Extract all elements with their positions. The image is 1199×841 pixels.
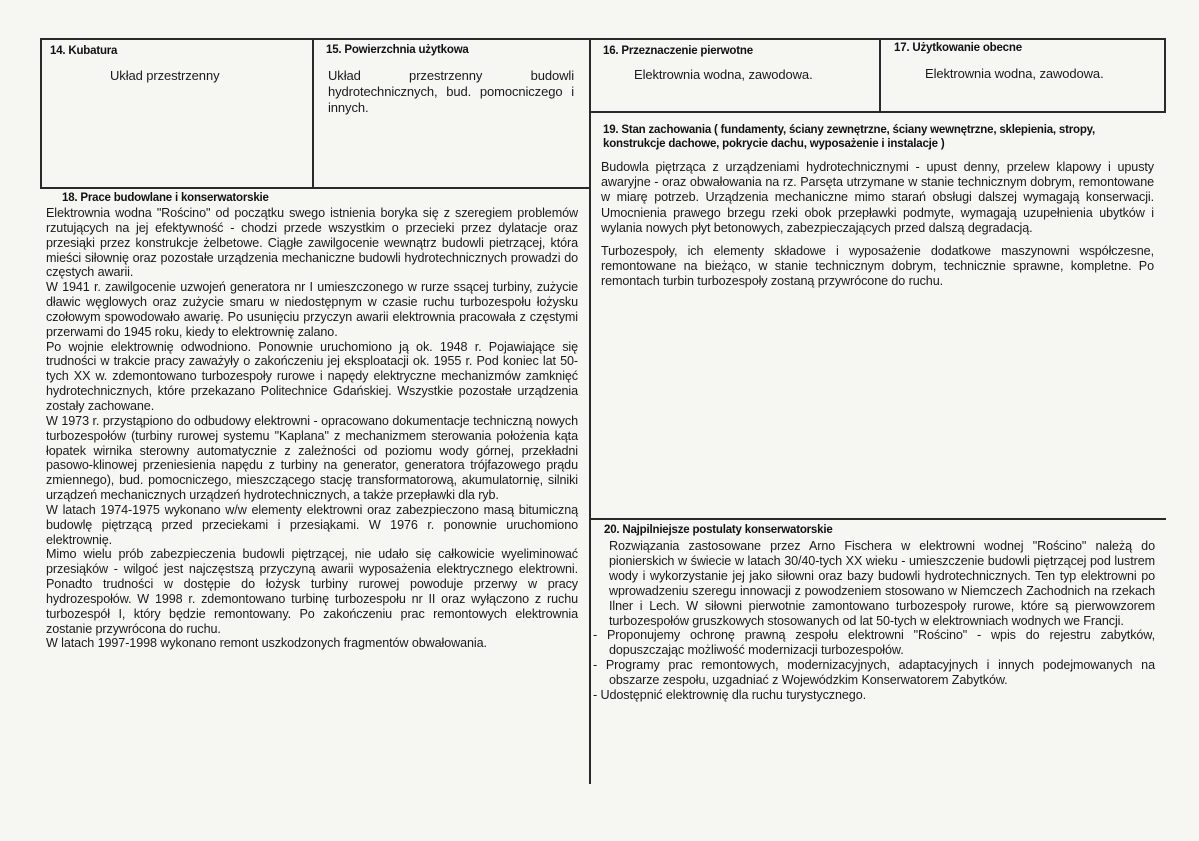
section-14-title: 14. Kubatura <box>50 45 118 57</box>
section-18-paragraph-3: Po wojnie elektrownię odwodniono. Ponownie uruchomiono ją ok. 1948 r. Pojawiające się trudności w trakcie pracy zaważyły o zakończeniu jej eksploatacji ok. 1955 r. Pod koniec lat 50-tych XX w. zdemontowano turbozespoły rurowe i napędy elektryczne mechanizmów zamknięć hydrotechnicznych, które przekazano Politechnice Gdańskiej. Wszystkie pozostałe urządzenia zostały zachowane. <box>46 339 578 413</box>
section-15-text: Układ przestrzenny budowli hydrotechnicznych, bud. pomocniczego i innych. <box>328 68 574 115</box>
divider-16-17 <box>879 38 881 112</box>
rule-above-18 <box>40 187 591 189</box>
section-20-paragraph-1: Rozwiązania zastosowane przez Arno Fischera w elektrowni wodnej "Rościno" należą do pionierskich w świecie w latach 30/40-tych XX wieku - umieszczenie budowli piętrzącej pod lustrem wody i wykorzystanie jej jako siłowni oraz bazy budowli hydrotechnicznych. Ten typ elektrowni po wprowadzeniu szeregu innowacji z powodzeniem stosowano w Niemczech Zachodnich na rzekach Ilner i Lech. W siłowni pierwotnie zamontowano turbozespoły rurowe, które są pierwowzorem turbozespołów gruszkowych stosowanych od lat 50-tych w elektrowniach wodnych we Francji. <box>609 539 1155 628</box>
rule-above-20 <box>590 518 1166 520</box>
section-19-title: 19. Stan zachowania ( fundamenty, ściany zewnętrzne, ściany wewnętrzne, sklepienia, stropy, konstrukcje dachowe, pokrycie dachu, wyposażenie i instalacje ) <box>603 124 1096 150</box>
section-14-text: Układ przestrzenny <box>110 68 220 83</box>
section-15-title: 15. Powierzchnia użytkowa <box>326 44 469 56</box>
center-divider <box>589 38 591 784</box>
section-16-text: Elektrownia wodna, zawodowa. <box>634 67 813 82</box>
section-20-bullet-2: - Programy prac remontowych, modernizacyjnych, adaptacyjnych i innych podejmowanych na obszarze zespołu, uzgadniać z Wojewódzkim Konserwatorem Zabytków. <box>593 658 1155 688</box>
top-rule <box>40 38 1166 40</box>
section-18-paragraph-5: W latach 1974-1975 wykonano w/w elementy elektrowni oraz zabezpieczono masą bitumiczną budowlę piętrzącą przed przeciekami i przesiąkami. W 1976 r. ponownie uruchomiono elektrownię. <box>46 502 578 547</box>
section-18-body <box>46 206 578 651</box>
section-20-title: 20. Najpilniejsze postulaty konserwatorskie <box>604 524 833 536</box>
section-18-paragraph-7: W latach 1997-1998 wykonano remont uszkodzonych fragmentów obwałowania. <box>46 636 487 651</box>
section-20-body <box>593 539 1155 703</box>
section-18-paragraph-1: Elektrownia wodna "Rościno" od początku swego istnienia boryka się z szeregiem problemów rzutujących na jej efektywność - chodzi przede wszystkim o przecieki przez dylatacje oraz przesiąki przez konstrukcje żelbetowe. Ciągłe zawilgocenie wewnątrz budowli pietrzącej, która mieści siłownię oraz pozostałe urządzenia mechaniczne budowli hydrotechnicznych prowadzi do częstych awarii. <box>46 206 578 280</box>
section-16-title: 16. Przeznaczenie pierwotne <box>603 45 753 57</box>
section-20-bullet-3: - Udostępnić elektrownię dla ruchu turystycznego. <box>593 688 866 703</box>
section-18-paragraph-4: W 1973 r. przystąpiono do odbudowy elektrowni - opracowano dokumentacje techniczną nowych turbozespołów (turbiny rurowej systemu "Kaplana" z mechanizmem sterowania położenia kąta łopatek wirnika sterowny automatycznie z zależności od poziomu wody górnej, przekładni pasowo-klinowej przeniesienia napędu z turbiny na generator, generatora trójfazowego prądu zmiennego), bud. pomocniczego, mieszczącego stację transformatorową, akumulatornię, silniki urządzeń mechanicznych urządzeń hydrotechnicznych, a także przepławki dla ryb. <box>46 413 578 503</box>
right-border <box>1164 38 1166 112</box>
section-20-bullet-1: - Proponujemy ochronę prawną zespołu elektrowni "Rościno" - wpis do rejestru zabytków, dopuszczając możliwość modernizacji turbozespołów. <box>593 628 1155 658</box>
divider-14-15 <box>312 38 314 188</box>
section-19-paragraph-2: Turbozespoły, ich elementy składowe i wyposażenie dodatkowe maszynowni współczesne, remontowane na bieżąco, w stanie technicznym dobrym, technicznie sprawne, kompletne. Po remontach turbin turbozespoły zostaną przywrócone do ruchu. <box>601 244 1154 289</box>
section-17-text: Elektrownia wodna, zawodowa. <box>925 66 1104 81</box>
section-18-title: 18. Prace budowlane i konserwatorskie <box>62 192 269 204</box>
section-18-paragraph-6: Mimo wielu prób zabezpieczenia budowli piętrzącej, nie udało się całkowicie wyeliminować przesiąków - wilgoć jest najczęstszą przyczyną awarii wyposażenia elektrycznego elektrowni. Ponadto trudności w dostępie do łożysk turbiny rurowej powoduje przerwy w pracy hydrozespołów. W 1998 r. zdemontowano turbinę turbozespołu nr II oraz wyłączono z ruchu turbozespół I, który będzie remontowany. Po zakończeniu prac remontowych elektrownia zostanie przywrócona do ruchu. <box>46 547 578 636</box>
section-19-paragraph-1: Budowla piętrząca z urządzeniami hydrotechnicznymi - upust denny, przelew klapowy i upusty awaryjne - oraz obwałowania na rz. Parsęta utrzymane w stanie technicznym dobrym, remontowane w miarę potrzeb. Urządzenia mechaniczne mimo starań obsługi dalszej wymagają konserwacji. Umocnienia prawego brzegu rzeki obok przepławki podmyte, wymagają uzupełnienia ubytków i wylania nowych płyt betonowych, zabezpieczających przed dalszą degradacją. <box>601 160 1154 235</box>
section-17-title: 17. Użytkowanie obecne <box>894 42 1022 54</box>
section-19-body <box>601 160 1154 290</box>
rule-under-16-17 <box>590 111 1166 113</box>
left-border <box>40 38 42 188</box>
section-18-paragraph-2: W 1941 r. zawilgocenie uzwojeń generatora nr I umieszczonego w rurze ssącej turbiny, zużycie dławic węglowych oraz zużycie smaru w niedostępnym w czasie ruchu turbozespołu łożysku czołowym spowodowało awarię. Po usunięciu przyczyn awarii elektrownia pracowała z częstymi przerwami do 1945 roku, kiedy to elektrownię zalano. <box>46 280 578 339</box>
